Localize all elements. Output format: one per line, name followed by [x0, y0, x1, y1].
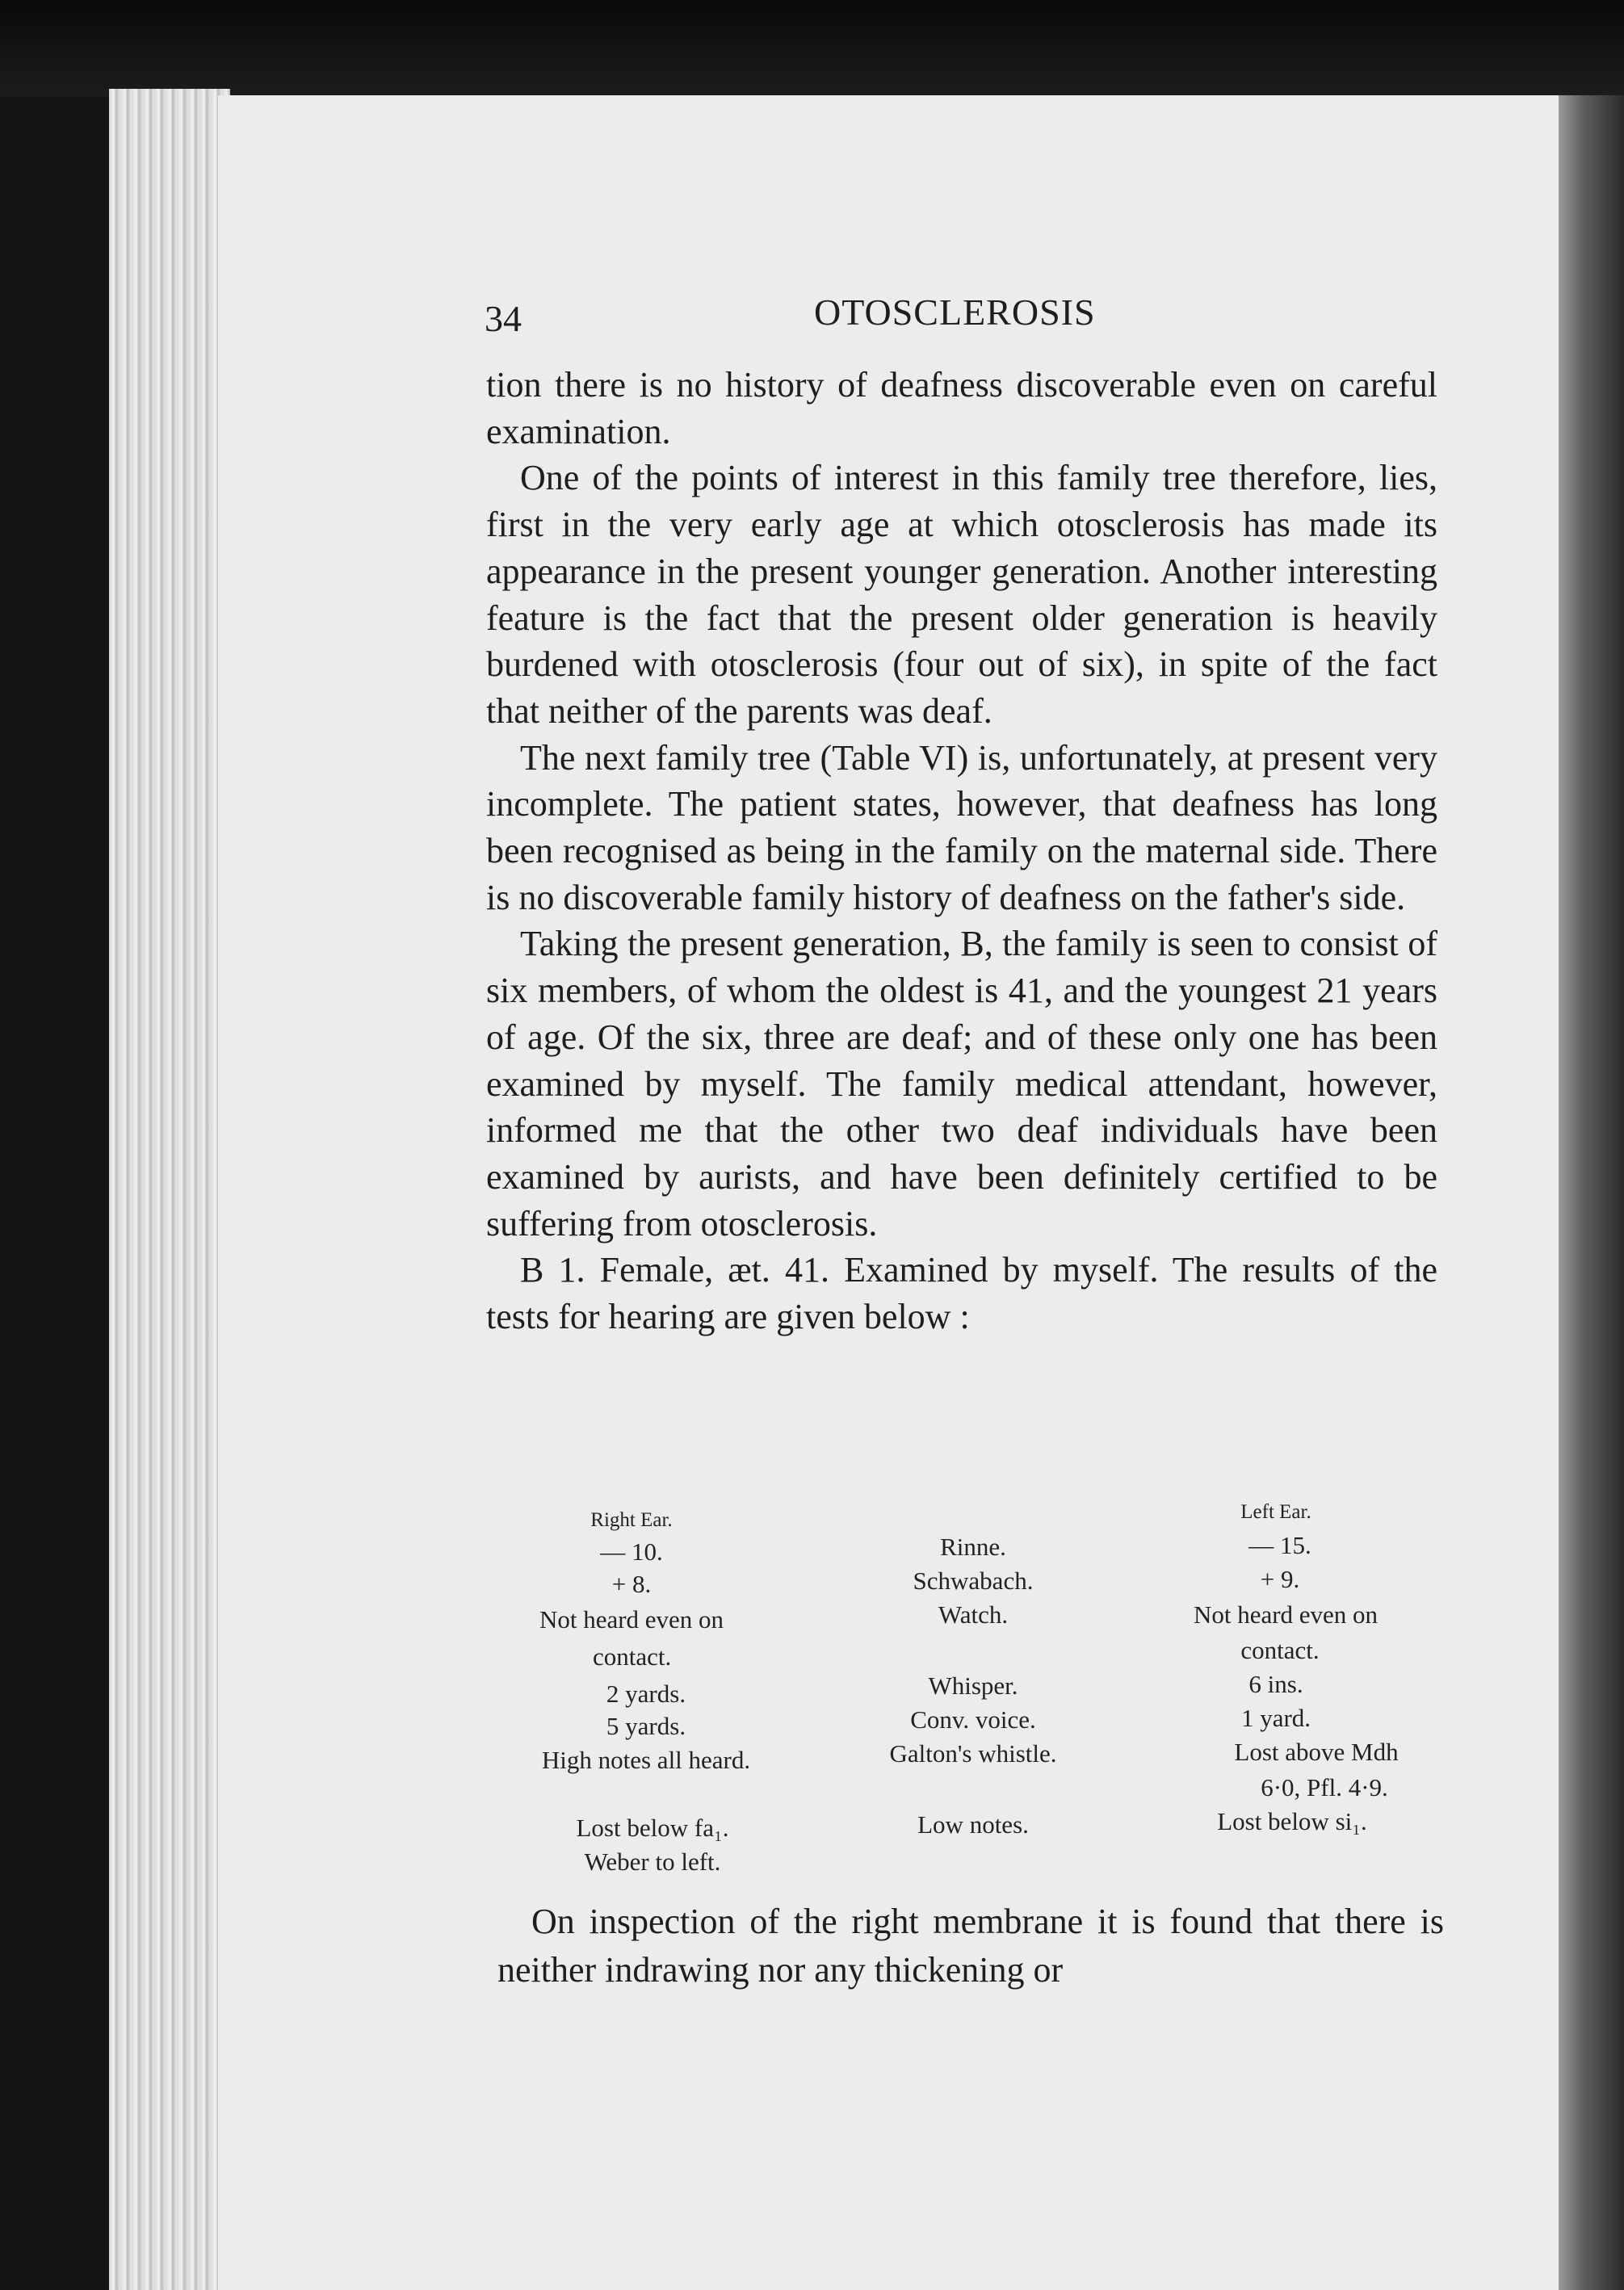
right-value: 5 yards. [606, 1712, 686, 1740]
body-text [486, 362, 1437, 1340]
page-edges-left [109, 89, 230, 2290]
left-value: — 15. [1248, 1531, 1311, 1559]
left-value: Not heard even on [1193, 1600, 1379, 1629]
closing-text [497, 1898, 1444, 1994]
test-name: Schwabach. [913, 1567, 1034, 1595]
test-name: Watch. [938, 1600, 1009, 1629]
right-value: Weber to left. [584, 1848, 721, 1876]
left-value: 1 yard. [1240, 1704, 1311, 1732]
test-name: Conv. voice. [910, 1705, 1036, 1734]
scan-background-top [0, 0, 1624, 97]
left-value: 6 ins. [1248, 1670, 1303, 1698]
right-value: — 10. [600, 1537, 663, 1566]
left-value: Lost below si₁. [1217, 1807, 1367, 1835]
running-title: OTOSCLEROSIS [814, 291, 1096, 333]
left-value: contact. [1240, 1636, 1320, 1664]
test-name: Low notes. [917, 1810, 1029, 1839]
test-name: Whisper. [928, 1671, 1018, 1700]
right-ear-header: Right Ear. [590, 1509, 673, 1531]
right-value: + 8. [611, 1570, 652, 1598]
right-value: High notes all heard. [541, 1746, 751, 1774]
left-value: 6·0, Pfl. 4·9. [1261, 1773, 1388, 1801]
right-value: contact. [593, 1642, 672, 1671]
page-number: 34 [485, 298, 522, 339]
left-ear-header: Left Ear. [1240, 1501, 1311, 1523]
paragraph: On inspection of the right membrane it is found that there is neither indrawing nor any thickening or [497, 1902, 1444, 1990]
right-value: 2 yards. [606, 1680, 686, 1708]
paragraph: The next family tree (Table VI) is, unfortunately, at present very incomplete. The patient states, however, that deafness has long been recognised as being in the family on the maternal side. There is no discoverable family history of deafness on the father's side. [486, 737, 1437, 917]
right-value: Not heard even on [539, 1605, 724, 1634]
paragraph: Taking the present generation, B, the family is seen to consist of six members, of whom the oldest is 41, and the youngest 21 years of age. Of the six, three are deaf; and of these only one has been examined by myself. The family medical attendant, however, informed me that the other two deaf individuals have been examined by aurists, and have been definitely certified to be suffering from otosclerosis. [486, 924, 1437, 1244]
right-value: Lost below fa₁. [576, 1814, 729, 1842]
page-edge-right [1559, 95, 1624, 2290]
left-value: + 9. [1260, 1565, 1300, 1593]
left-value: Lost above Mdh [1234, 1738, 1399, 1766]
test-name: Rinne. [940, 1533, 1006, 1561]
paragraph: tion there is no history of deafness discoverable even on careful examination. [486, 365, 1437, 451]
test-name: Galton's whistle. [889, 1739, 1057, 1768]
paragraph: B 1. Female, æt. 41. Examined by myself. The results of the tests for hearing are given below : [486, 1250, 1437, 1337]
paragraph: One of the points of interest in this family tree therefore, lies, first in the very early age at which otosclerosis has made its appearance in the present younger generation. Another interesting feature is the fact that the present older generation is heavily burdened with otosclerosis (four out of six), in spite of the fact that neither of the parents was deaf. [486, 458, 1437, 731]
